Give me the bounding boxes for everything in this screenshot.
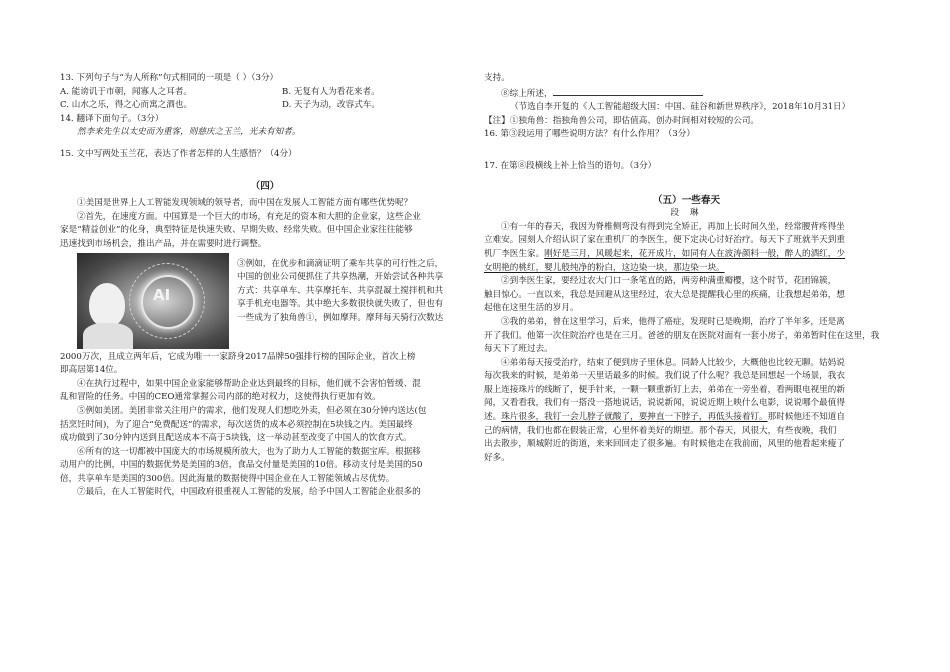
sec5-para-4-line: ④弟弟每天接受治疗，结束了便到房子里休息。同龄人比较少，大概他也比较无聊。姑妈说 bbox=[501, 357, 845, 368]
left-column bbox=[60, 72, 470, 500]
sec4-para-8 bbox=[484, 86, 889, 102]
question-13: 13. 下列句子与“为人所称”句式相同的一项是（ ）（3分） bbox=[60, 73, 279, 83]
sec5-para-2-line: 触目惊心。一直以来，我总是回避从这里经过，农大总是提醒我心里的疾痛，让我想起弟弟，想 bbox=[484, 289, 845, 300]
sec4-para-6-line: 倍，共享单车是美国的300倍。因此海量的数据使得中国企业在人工智能领域占尽优势。 bbox=[60, 473, 395, 484]
underlined-passage: 女明艳的桃红，婴儿般纯净的粉白，这边染一块，那边染一块。 bbox=[484, 262, 725, 273]
sec4-para-5-line: 成功做到了30分钟内送到且配送成本不高于5块钱，这一举动甚至改变了中国人的饮食方式。 bbox=[60, 433, 412, 444]
sec5-para-1-line bbox=[484, 248, 889, 262]
section-4-title: （四） bbox=[250, 180, 280, 192]
question-15: 15. 文中写两处玉兰花，表达了作者怎样的人生感悟？（4分） bbox=[60, 148, 297, 159]
sec5-para-1-line: 立难安。园刻人介绍认识了家在重机厂的李医生，便下定决心讨好治疗。每天下了班就半天到重 bbox=[484, 235, 845, 246]
sec5-para-4-line: 出去散步，顺城附近的街道，来来回回走了很多遍。有时候他走在我前面，风里的他看起来瘦了 bbox=[484, 439, 845, 450]
sec5-para-1-line bbox=[484, 262, 889, 276]
question-14: 14. 翻译下面句子。（3分） bbox=[60, 113, 164, 124]
robot-body-shape bbox=[83, 323, 133, 349]
answer-blank[interactable] bbox=[553, 86, 703, 96]
ai-illustration-image bbox=[77, 253, 229, 349]
sec5-para-4-text: 述。 bbox=[484, 412, 502, 423]
source-citation: （节选自李开复的《人工智能超级大国：中国、硅谷和新世界秩序》，2018年10月31日） bbox=[510, 102, 851, 113]
sec5-para-4-line: 服上连接珠片的线断了，便手针来，一颗一颗重新钉上去，弟弟在一旁坐着，看两眼电视里的新 bbox=[484, 384, 845, 395]
sec4-para-3 bbox=[60, 252, 470, 351]
sec4-para-2-line: 家是“精益创业”的化身，典型特征是快速失败、早期失败、经常失败。但中国企业家往往能够 bbox=[60, 225, 413, 236]
ai-label: AI bbox=[153, 285, 171, 304]
sec4-para-2 bbox=[60, 211, 470, 252]
sec5-para-3-line: ③我的弟弟，曾在这里学习，后来，他得了癌症，发现时已是晚期，治疗了半年多，还是离 bbox=[501, 316, 845, 327]
sec4-para-2-line: ②首先，在速度方面。中国算是一个巨大的市场，有充足的资本和大胆的企业家，这些企业 bbox=[77, 211, 421, 222]
para-8-text: ⑧综上所述， bbox=[501, 88, 553, 99]
sec4-para-3-line: 享手机充电器等。其中绝大多数很快就失败了，但也有 bbox=[237, 299, 444, 310]
sec5-para-3-line: 每天下了班过去。 bbox=[484, 344, 553, 355]
question-16: 16. 第③段运用了哪些说明方法？有什么作用？（3分） bbox=[484, 129, 695, 140]
sec4-para-3-line: 即高居第14位。 bbox=[60, 365, 123, 376]
sec4-para-3-line: 方式：共享单车、共享摩托车、共享混凝土搅拌机和共 bbox=[237, 285, 444, 296]
sec4-para-4-line: ④在执行过程中，如果中国企业家能够帮助企业达到最终的目标，他们就不会害怕暂缓、混 bbox=[77, 378, 421, 389]
q13-options-row-1 bbox=[60, 86, 470, 100]
question-17: 17. 在第⑧段横线上补上恰当的语句。（3分） bbox=[484, 160, 657, 171]
sec4-para-1: ①美国是世界上人工智能发现领域的领导者，而中国在发展人工智能方面有哪些优势呢？ bbox=[77, 198, 413, 209]
sec5-para-4-line: 己的病情，我们也都在假装正常，心里怀着美好的期望。那个春天，风很大，有些夜晚，我们 bbox=[484, 425, 837, 436]
sec4-para-6-line: 动用户的比例，中国的数据优势是美国的3倍，食品交付量是美国的10倍。移动支付是美国的50 bbox=[60, 460, 423, 471]
sec4-para-2-line: 迅速找到市场机会，推出产品，并在需要时进行调整。 bbox=[60, 238, 267, 249]
article-author: 段 琳 bbox=[670, 208, 703, 219]
sec4-para-5-line: ⑤例如美团。美团非常关注用户的需求，他们发现人们想吃外卖，但必须在30分钟内送达(包 bbox=[77, 405, 427, 416]
sec5-para-1-text: 机厂李医生家。 bbox=[484, 248, 545, 259]
underlined-passage: 刚好是三月，风暖起来，花开成片，如同有人在波涛颜料一般，醉人的酒红，少 bbox=[544, 248, 845, 259]
sec4-para-7-line: ⑦最后，在人工智能时代，中国政府很重视人工智能的发展，给予中国人工智能企业很多的 bbox=[77, 487, 421, 498]
section-5-title: （五）一些春天 bbox=[652, 194, 721, 206]
q13-options-row-2 bbox=[60, 99, 470, 113]
footnote: 【注】①独角兽：指独角兽公司，即估值高、创办时间相对较短的公司。 bbox=[484, 115, 760, 126]
sec4-para-3-line: 一些成为了独角兽①，例如摩拜。摩拜每天骑行次数达 bbox=[237, 312, 444, 323]
sec5-para-4-line bbox=[484, 411, 889, 425]
sec4-para-7-continued: 支持。 bbox=[484, 73, 510, 83]
q13-option-b: B. 无复有人为看花来者。 bbox=[282, 86, 380, 97]
sec4-para-6-line: ⑥所有的这一切都被中国庞大的市场规模所放大，也为了助力人工智能的数据宝库。根据移 bbox=[77, 446, 421, 457]
underlined-passage: 珠片很多，我钉一会儿脖子就酸了，要抻直一下脖子，再低头接着钉。 bbox=[501, 412, 768, 423]
sec5-para-2-line: ②到李医生家，要经过农大门口一条笔直的路，两旁种满重瓣樱，这个时节，花团锦簇， bbox=[501, 276, 837, 287]
q13-option-c: C. 山水之乐，得之心而寓之酒也。 bbox=[60, 100, 193, 111]
sec5-para-3-line: 开了我们。他第一次住院治疗也是在三月。爸爸的朋友在医院对面有一套小房子，弟弟暂时住在这里，我 bbox=[484, 330, 880, 341]
sec4-para-4-line: 乱和冒险的任务。中国的CEO通常掌握公司内部的绝对权力，这使得执行更加有效。 bbox=[60, 392, 381, 403]
sec4-para-3-line: 2000万次，且成立两年后，它成为唯一一家跻身2017品牌50强排行榜的国际企业，首次上榜 bbox=[60, 351, 416, 362]
sec5-para-1-line: ①有一年的春天，我因为脊椎侧弯没有得到完全矫正，再加上长时间久坐，经常腰背疼得坐 bbox=[501, 221, 845, 232]
sec5-para-4-line: 每次我来的时候，是弟弟一天里话最多的时候。我们说了什么呢？我总是回想起一个场景，我衣 bbox=[484, 371, 845, 382]
sec5-para-4-text: 那时候他还不知道自 bbox=[767, 412, 845, 423]
sec5-para-4-line: 好多。 bbox=[484, 452, 510, 463]
sec4-para-3-line: 中国的创业公司便抓住了共享热潮，开始尝试各种共享 bbox=[237, 272, 444, 283]
q13-option-d: D. 天子为动，改容式车。 bbox=[282, 100, 380, 111]
q14-sentence: 然李来先生以太史而为重客，则慈庆之玉兰，光未有知者。 bbox=[77, 127, 301, 138]
sec5-para-2-line: 起他在这里生活的岁月。 bbox=[484, 303, 579, 314]
sec4-para-5-line: 括烹饪时间)，为了迎合“免费配送”的需求，每次送货的成本必须控制在5块钱之内。美国最终 bbox=[60, 419, 413, 430]
robot-head-shape bbox=[89, 283, 125, 327]
q13-option-a: A. 能谤讥于市朝，闻寡人之耳者。 bbox=[60, 86, 192, 97]
right-column bbox=[484, 72, 889, 465]
sec4-para-3-line: ③例如，在优步和滴滴证明了乘车共享的可行性之后， bbox=[237, 258, 444, 269]
sec5-para-4-line: 闻，又看看我，我们有一搭没一搭地说话，说说新闻，说说近期上映什么电影，说说哪个最值得 bbox=[484, 398, 845, 409]
